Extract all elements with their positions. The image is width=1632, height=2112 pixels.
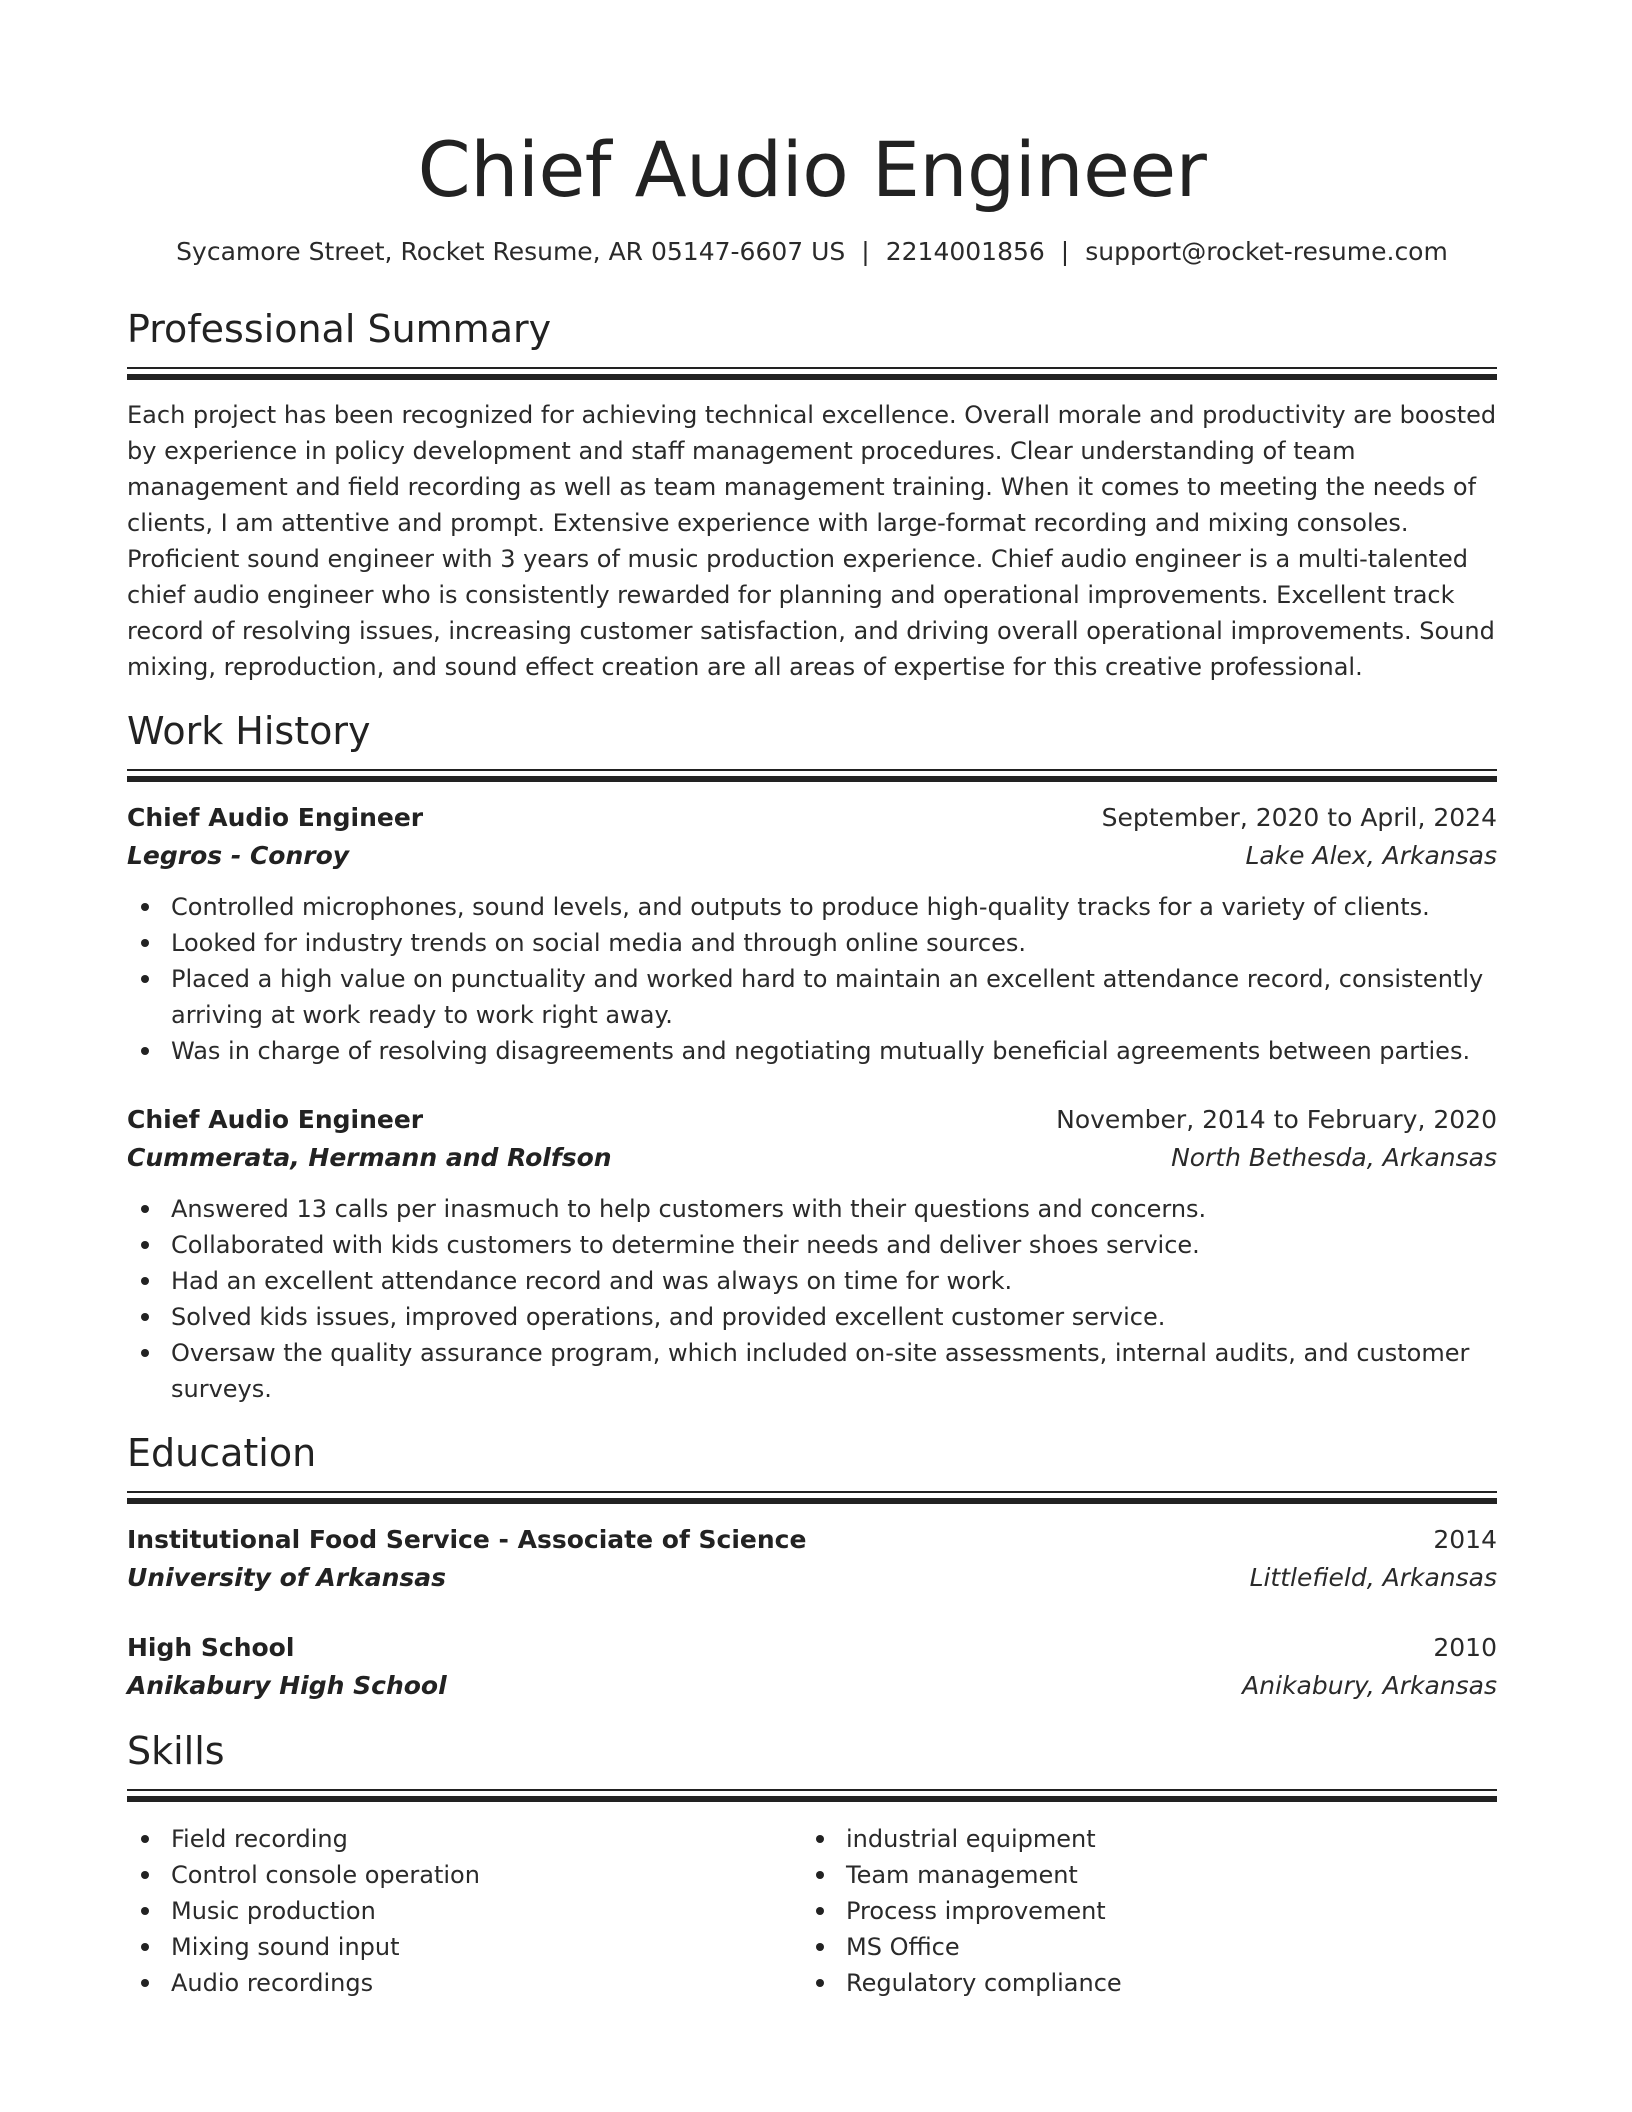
list-item: Music production (171, 1893, 802, 1929)
list-item: Mixing sound input (171, 1929, 802, 1965)
skills-list (802, 1821, 1477, 2001)
job-company: Legros - Conroy (127, 841, 350, 870)
bullet-icon (141, 1871, 149, 1879)
job-location: North Bethesda, Arkansas (1171, 1143, 1497, 1172)
list-item: Controlled microphones, sound levels, and outputs to produce high-quality tracks for a variety of clients. (171, 889, 1497, 925)
degree-title: Institutional Food Service - Associate of Science (127, 1525, 807, 1554)
list-item: Looked for industry trends on social media and through online sources. (171, 925, 1497, 961)
section-divider (127, 769, 1497, 783)
list-item: Audio recordings (171, 1965, 802, 2001)
job-title: Chief Audio Engineer (127, 1105, 424, 1134)
school-name: Anikabury High School (127, 1671, 447, 1700)
skills-list (127, 1821, 802, 2001)
section-title-skills: Skills (127, 1729, 225, 1773)
resume-name: Chief Audio Engineer (417, 125, 1207, 214)
contact-line (127, 236, 1497, 268)
graduation-year: 2010 (1433, 1633, 1497, 1662)
education-entry (127, 1629, 1497, 1705)
school-location: Anikabury, Arkansas (1242, 1671, 1497, 1700)
bullet-icon (141, 1277, 149, 1285)
bullet-icon (141, 1907, 149, 1915)
list-item: Answered 13 calls per inasmuch to help customers with their questions and concerns. (171, 1191, 1497, 1227)
list-item: industrial equipment (846, 1821, 1477, 1857)
bullet-icon (141, 1835, 149, 1843)
section-title-summary: Professional Summary (127, 307, 552, 351)
job-location: Lake Alex, Arkansas (1245, 841, 1497, 870)
degree-title: High School (127, 1633, 295, 1662)
work-section (127, 707, 1497, 1407)
skills-grid (127, 1821, 1497, 2001)
bullet-icon (141, 939, 149, 947)
section-title-education: Education (127, 1431, 317, 1475)
contact-separator: | (1060, 237, 1070, 266)
skills-column-left (127, 1821, 802, 2001)
school-name: University of Arkansas (127, 1563, 447, 1592)
bullet-icon (141, 1349, 149, 1357)
summary-section (127, 305, 1497, 685)
resume-page (127, 0, 1497, 2001)
education-entry (127, 1521, 1497, 1597)
graduation-year: 2014 (1433, 1525, 1497, 1554)
bullet-icon (141, 1313, 149, 1321)
bullet-icon (141, 1943, 149, 1951)
job-company: Cummerata, Hermann and Rolfson (127, 1143, 612, 1172)
list-item: Process improvement (846, 1893, 1477, 1929)
job-entry (127, 799, 1497, 1069)
contact-phone: 2214001856 (885, 237, 1045, 266)
list-item: Control console operation (171, 1857, 802, 1893)
list-item: Placed a high value on punctuality and worked hard to maintain an excellent attendance record, consistently arriving at work ready to work right away. (171, 961, 1497, 1033)
bullet-icon (816, 1871, 824, 1879)
list-item: Was in charge of resolving disagreements and negotiating mutually beneficial agreements between parties. (171, 1033, 1497, 1069)
contact-separator: | (861, 237, 870, 266)
list-item: Collaborated with kids customers to determine their needs and deliver shoes service. (171, 1227, 1497, 1263)
school-location: Littlefield, Arkansas (1249, 1563, 1497, 1592)
bullet-icon (141, 1205, 149, 1213)
section-divider (127, 1491, 1497, 1505)
job-dates: September, 2020 to April, 2024 (1101, 803, 1497, 832)
contact-email: support@rocket-resume.com (1085, 237, 1448, 266)
bullet-icon (816, 1979, 824, 1987)
list-item: Solved kids issues, improved operations, and provided excellent customer service. (171, 1299, 1497, 1335)
job-bullets (127, 1191, 1497, 1407)
list-item: MS Office (846, 1929, 1477, 1965)
bullet-icon (816, 1943, 824, 1951)
list-item: Had an excellent attendance record and was always on time for work. (171, 1263, 1497, 1299)
job-title: Chief Audio Engineer (127, 803, 424, 832)
summary-text: Each project has been recognized for achieving technical excellence. Overall morale and productivity are boosted by experience in policy development and staff management procedures. Clear understanding of team management and field recording as well as team management training. When it comes to meeting the needs of clients, I am attentive and prompt. Extensive experience with large-format recording and mixing consoles. Proficient sound engineer with 3 years of music production experience. Chief audio engineer is a multi-talented chief audio engineer who is consistently rewarded for planning and operational improvements. Excellent track record of resolving issues, increasing customer satisfaction, and driving overall operational improvements. Sound mixing, reproduction, and sound effect creation are all areas of expertise for this creative professional. (127, 401, 1497, 681)
job-bullets (127, 889, 1497, 1069)
list-item: Team management (846, 1857, 1477, 1893)
bullet-icon (141, 903, 149, 911)
section-title-work: Work History (127, 709, 371, 753)
list-item: Field recording (171, 1821, 802, 1857)
bullet-icon (141, 1047, 149, 1055)
skills-column-right (802, 1821, 1477, 2001)
bullet-icon (141, 1241, 149, 1249)
contact-address: Sycamore Street, Rocket Resume, AR 05147-6607 US (176, 237, 846, 266)
bullet-icon (816, 1835, 824, 1843)
list-item: Oversaw the quality assurance program, which included on-site assessments, internal audits, and customer surveys. (171, 1335, 1497, 1407)
section-divider (127, 1789, 1497, 1803)
bullet-icon (816, 1907, 824, 1915)
section-divider (127, 367, 1497, 381)
education-section (127, 1429, 1497, 1705)
job-dates: November, 2014 to February, 2020 (1056, 1105, 1497, 1134)
skills-section (127, 1727, 1497, 2001)
job-entry (127, 1101, 1497, 1407)
bullet-icon (141, 975, 149, 983)
bullet-icon (141, 1979, 149, 1987)
list-item: Regulatory compliance (846, 1965, 1477, 2001)
